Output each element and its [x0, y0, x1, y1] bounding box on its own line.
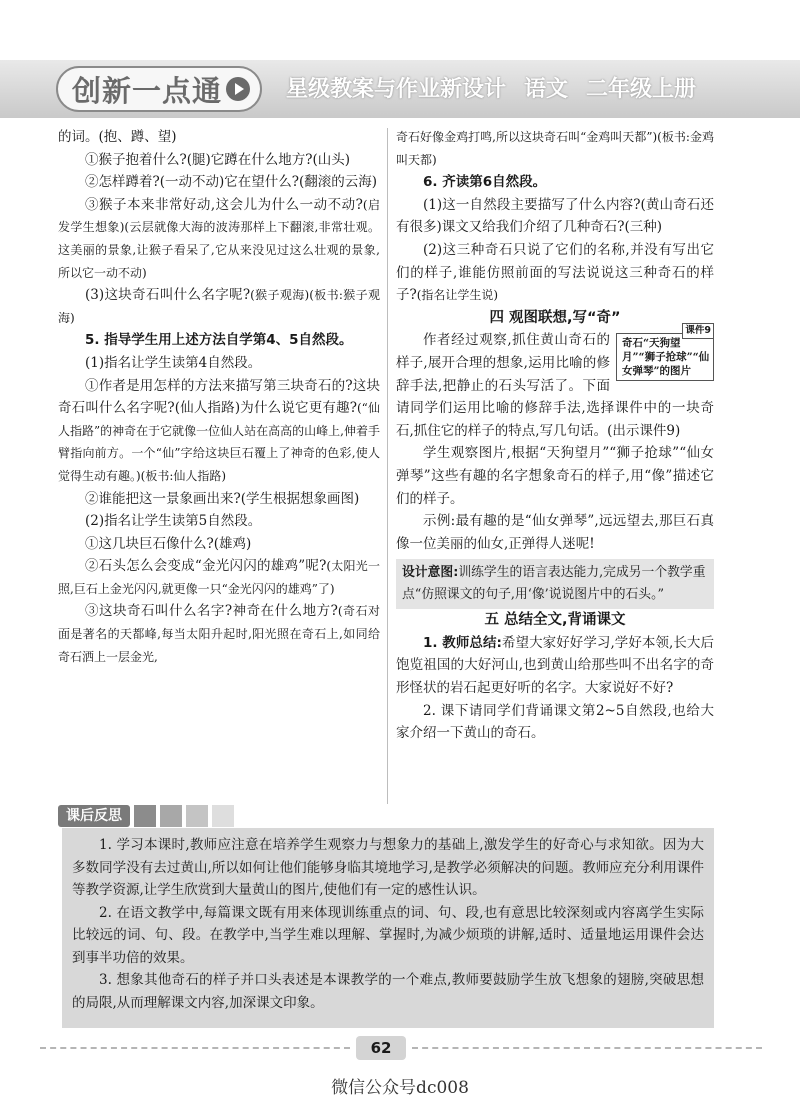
decor-square — [212, 805, 234, 827]
answer-note: (太阳光一照,巨石上金光闪闪,就更像一只“金光闪闪的雄鸡”了) — [58, 559, 380, 596]
courseware-box — [616, 325, 714, 381]
brand-title: 创新一点通 — [72, 73, 223, 108]
step-text: 希望大家好好学习,学好本领,长大后饱览祖国的大好河山,也到黄山给那些叫不出名字的奇形怪状的岩石起更好听的名字。大家说好不好? — [396, 634, 714, 697]
paragraph — [58, 533, 380, 556]
answer: (仙人指路) — [174, 400, 241, 417]
answer: (雄鸡) — [213, 535, 252, 552]
paragraph — [58, 555, 380, 600]
book-title — [286, 72, 696, 103]
step-label: 1. 教师总结: — [423, 634, 502, 651]
answer-note: 奇石好像金鸡打鸣,所以这块奇石叫“金鸡叫天都”) — [396, 130, 658, 144]
reflection-paragraph: 3. 想象其他奇石的样子并口头表述是本课教学的一个难点,教师要鼓励学生放飞想象的翅膀,突破思想的局限,从而理解课文内容,加深课文印象。 — [72, 972, 704, 1011]
paragraph — [396, 632, 714, 700]
paragraph — [396, 126, 714, 171]
question: ③猴子本来非常好动,这会儿为什么一动不动? — [85, 196, 363, 213]
design-intent-text: 训练学生的语言表达能力,完成另一个教学重点“仿照课文的句子,用‘像’说说图片中的石头。” — [402, 565, 706, 603]
book-title-main: 星级教案与作业新设计 — [286, 77, 507, 102]
paragraph: (2)指名让学生读第5自然段。 — [85, 513, 262, 530]
column-divider — [387, 128, 388, 804]
answer: (三种) — [624, 219, 663, 236]
footer-line-right — [412, 1047, 762, 1049]
watermark-text: 微信公众号dc008 — [331, 1078, 469, 1098]
question: ③这块奇石叫什么名字?神奇在什么地方? — [85, 603, 338, 620]
question: ②石头怎么会变成“金光闪闪的雄鸡”呢? — [85, 558, 327, 575]
decor-square — [160, 805, 182, 827]
paragraph: 学生观察图片,根据“天狗望月”“狮子抢球”“仙女弹琴”这些有趣的名字想象奇石的样子,用“像”描述它们的样子。 — [396, 445, 714, 507]
paragraph: 示例:最有趣的是“仙女弹琴”,远远望去,那巨石真像一位美丽的仙女,正弹得人迷呢! — [396, 513, 714, 552]
question: 课文又给我们介绍了几种奇石? — [441, 219, 625, 236]
play-icon — [226, 77, 250, 101]
answer-note: (猴子观海)(板书:猴子观海) — [58, 288, 380, 325]
decor-square — [134, 805, 156, 827]
question: ①作者是用怎样的方法来描写第三块奇石的?这块奇石叫什么名字呢? — [58, 377, 380, 417]
courseware-tag: 课件9 — [682, 323, 714, 339]
answer-note: (指名让学生说) — [416, 288, 499, 303]
reflection-header — [58, 805, 234, 827]
brand-pill — [56, 66, 262, 112]
question: ①这几块巨石像什么? — [85, 535, 214, 552]
reflection-paragraph: 1. 学习本课时,教师应注意在培养学生观察力与想象力的基础上,激发学生的好奇心与求知欲。因为大多数同学没有去过黄山,所以如何让他们能够身临其境地学习,是教学必须解决的问题。教师应充分利用课件等教学资源,让学生欣赏到大量黄山的图片,使他们有一定的感性认识。 — [72, 837, 704, 898]
board-note: (板书:金鸡叫天都) — [396, 130, 714, 167]
question: 为什么说它更有趣? — [240, 400, 357, 417]
paragraph: 的词。(抱、蹲、望) — [58, 129, 177, 145]
answer-note: (启发学生想象)(云层就像大海的波涛那样上下翻滚,非常壮观。这美丽的景象,让猴子看呆了,它从来没见过这么壮观的景象,所以它一动不动) — [58, 197, 380, 280]
question: ②谁能把这一景象画出来? — [85, 490, 241, 507]
paragraph: ②怎样蹲着?(一动不动)它在望什么?(翻滚的云海) — [85, 174, 378, 191]
paragraph: ①猴子抱着什么?(腿)它蹲在什么地方?(山头) — [85, 151, 351, 168]
left-column — [58, 126, 380, 668]
paragraph — [58, 194, 380, 284]
reflection-paragraph: 2. 在语文教学中,每篇课文既有用来体现训练重点的词、句、段,也有意思比较深刻或内容离学生实际比较远的词、句、段。在教学中,当学生难以理解、掌握时,为减少烦琐的讲解,适时、适量地运用课件会达到事半功倍的效果。 — [72, 904, 704, 966]
page-header — [0, 60, 800, 118]
step-heading: 6. 齐读第6自然段。 — [423, 174, 547, 191]
question: (2)这三种奇石只说了它们的名称,并没有写出它们的样子,谁能仿照前面的写法说说这三种奇石的样子? — [396, 241, 714, 304]
answer-note: (奇石对面是著名的天都峰,每当太阳升起时,阳光照在奇石上,如同给奇石洒上一层金光, — [58, 604, 380, 664]
step-text: 也给大家介绍一下黄山的奇石。 — [396, 702, 715, 742]
paragraph: 作者经过观察,抓住黄山奇石的样子,展开合理的想象,运用比喻的修辞手法,把静止的石头写活了。下面请同学们运用比喻的修辞手法,选择课件中的一块奇石,抓住它的样子的特点,写几句话。(出示课件9) — [396, 332, 714, 439]
step-heading: 5. 指导学生用上述方法自学第4、5自然段。 — [85, 332, 353, 349]
answer: (黄山奇石还有很多) — [396, 196, 714, 236]
reflection-title: 课后反思 — [58, 805, 130, 827]
book-grade: 二年级上册 — [586, 77, 697, 102]
footer-line-left — [40, 1047, 350, 1049]
step-text: 2. 课下请同学们背诵课文第2~5自然段, — [423, 702, 672, 719]
answer: (学生根据想象画图) — [240, 490, 360, 507]
answer-note: (“仙人指路”的神奇在于它就像一位仙人站在高高的山峰上,伸着手臂指向前方。一个“仙”字给这块巨石覆上了神奇的色彩,使人觉得生动有趣。)(板书:仙人指路) — [58, 401, 380, 483]
paragraph — [396, 700, 714, 745]
design-intent-label: 设计意图: — [402, 565, 459, 581]
question: (1)这一自然段主要描写了什么内容? — [423, 196, 641, 213]
courseware-text: 奇石“天狗望月”“狮子抢球”“仙女弹琴”的图片 — [622, 337, 710, 378]
paragraph: (1)指名让学生读第4自然段。 — [85, 354, 262, 371]
book-subject: 语文 — [524, 77, 569, 102]
right-column — [396, 126, 714, 745]
question: (3)这块奇石叫什么名字呢? — [85, 287, 251, 304]
paragraph — [58, 488, 380, 511]
design-intent-box — [396, 559, 714, 609]
page-number: 62 — [356, 1036, 406, 1060]
paragraph — [396, 239, 714, 307]
reflection-box — [62, 828, 714, 1028]
section-heading-5: 五 总结全文,背诵课文 — [484, 612, 626, 629]
paragraph — [58, 284, 380, 329]
paragraph — [396, 194, 714, 239]
paragraph — [58, 600, 380, 668]
section-heading-4: 四 观图联想,写“奇” — [489, 309, 621, 326]
paragraph — [58, 375, 380, 488]
decor-square — [186, 805, 208, 827]
